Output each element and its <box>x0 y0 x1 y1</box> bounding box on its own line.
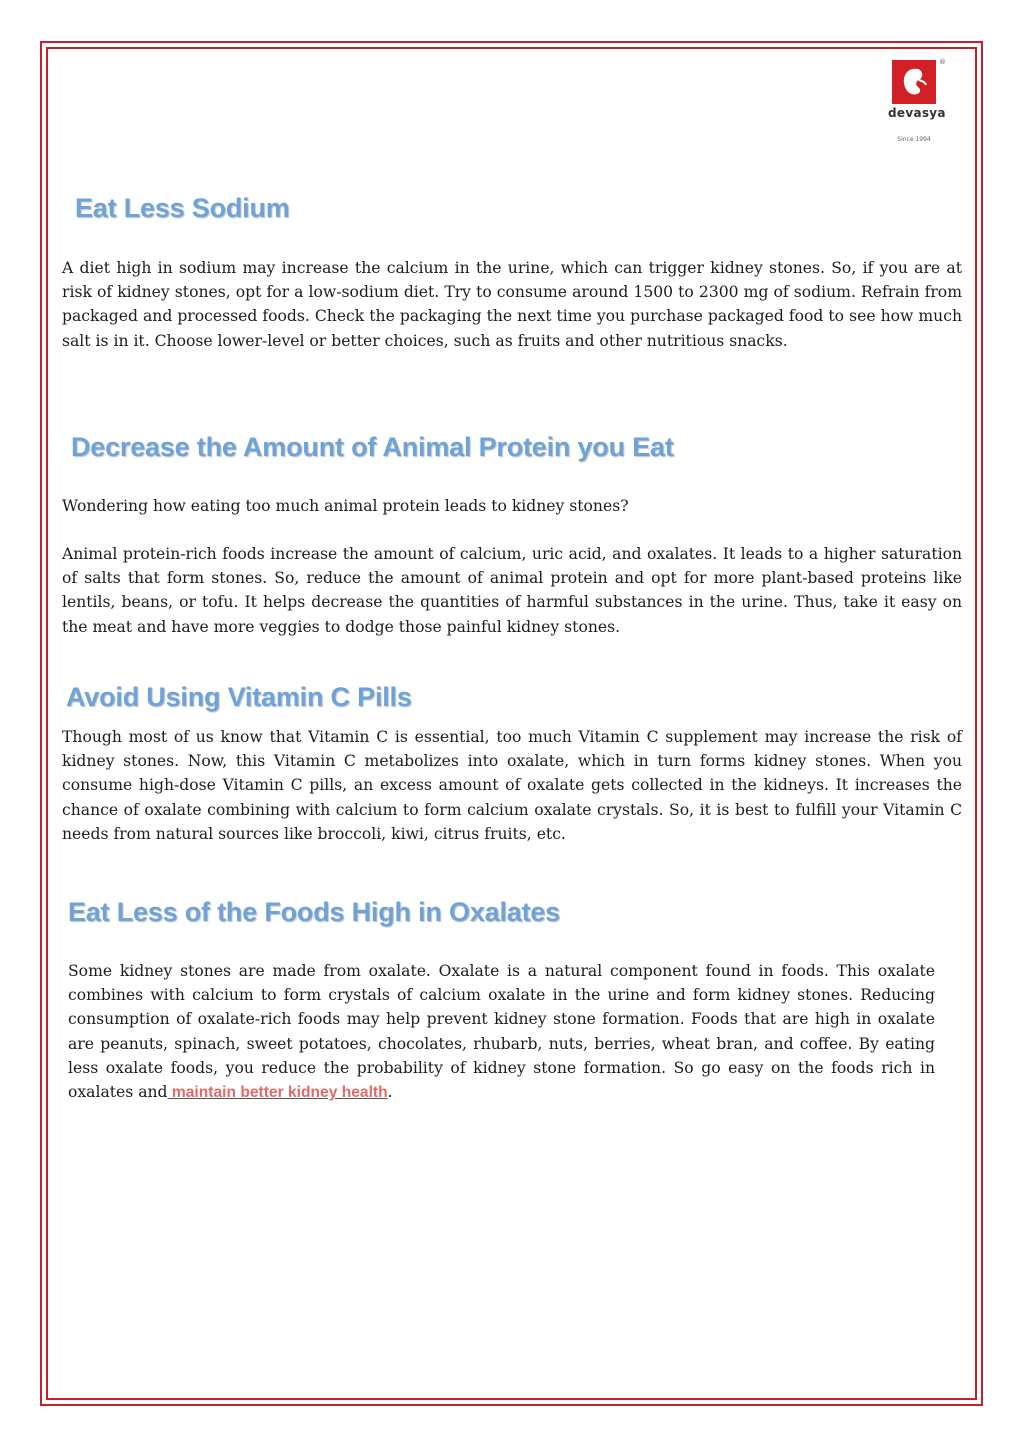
paragraph-vitamin-c: Though most of us know that Vitamin C is essential, too much Vitamin C supplement may increase the risk of kidney stones. Now, this Vitamin C metabolizes into oxalate, which in turn forms kidney stones. When you consume high-dose Vitamin C pills, an excess amount of oxalate gets collected in the kidneys. It increases the chance of oxalate combining with calcium to form calcium oxalate crystals. So, it is best to fulfill your Vitamin C needs from natural sources like broccoli, kiwi, citrus fruits, etc. <box>62 728 962 843</box>
heading-vitamin-c: Avoid Using Vitamin C Pills <box>66 682 412 712</box>
kidney-health-link[interactable]: maintain better kidney health <box>167 1084 388 1102</box>
logo-since: Since 1994 <box>897 136 931 143</box>
logo-name: devasya <box>888 106 946 120</box>
paragraph-protein-question: Wondering how eating too much animal protein leads to kidney stones? <box>62 497 629 515</box>
paragraph-oxalates-text: Some kidney stones are made from oxalate. Oxalate is a natural component found in foods. This oxalate combines with calcium to form crystals of calcium oxalate in the urine and form kidney stones. Reducing consumption of oxalate-rich foods may help prevent kidney stone formation. Foods that are high in oxalate are peanuts, spinach, sweet potatoes, chocolates, rhubarb, nuts, berries, wheat bran, and coffee. By eating less oxalate foods, you reduce the probability of kidney stone formation. So go easy on the foods rich in oxalates and <box>68 962 935 1102</box>
heading-animal-protein: Decrease the Amount of Animal Protein you Eat <box>71 432 674 462</box>
devasya-logo <box>888 60 944 146</box>
paragraph-sodium: A diet high in sodium may increase the calcium in the urine, which can trigger kidney stones. So, if you are at risk of kidney stones, opt for a low-sodium diet. Try to consume around 1500 to 2300 mg of sodium. Refrain from packaged and processed foods. Check the packaging the next time you purchase packaged food to see how much salt is in it. Choose lower-level or better choices, such as fruits and other nutritious snacks. <box>62 259 962 350</box>
registered-mark: ® <box>939 58 946 66</box>
page-border-inner <box>46 47 977 1400</box>
paragraph-protein: Animal protein-rich foods increase the amount of calcium, uric acid, and oxalates. It leads to a higher saturation of salts that form stones. So, reduce the amount of animal protein and opt for more plant-based proteins like lentils, beans, or tofu. It helps decrease the quantities of harmful substances in the urine. Thus, take it easy on the meat and have more veggies to dodge those painful kidney stones. <box>62 545 962 636</box>
heading-oxalates: Eat Less of the Foods High in Oxalates <box>68 897 560 927</box>
paragraph-oxalates-end: . <box>387 1083 393 1102</box>
heading-eat-less-sodium: Eat Less Sodium <box>75 193 290 223</box>
kidney-icon <box>892 60 936 104</box>
paragraph-oxalates <box>68 959 935 1105</box>
